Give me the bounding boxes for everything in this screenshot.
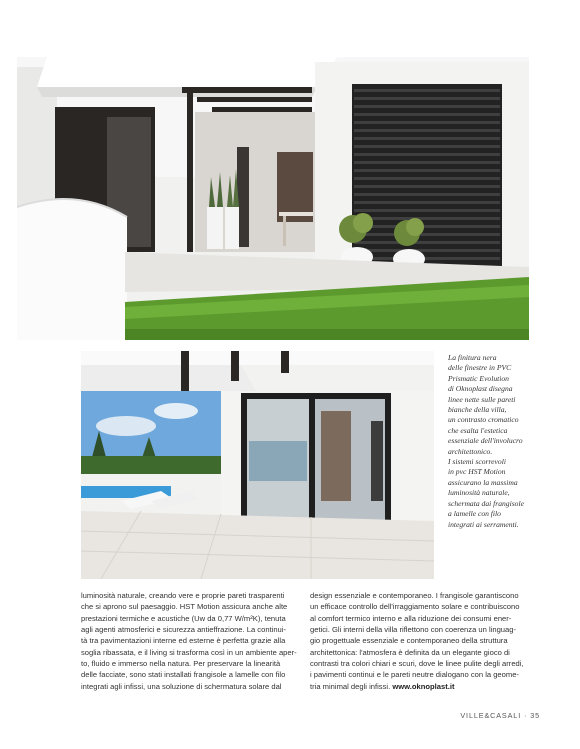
caption-line: a lamelle con filo [448, 509, 501, 519]
caption-line: delle finestre in PVC [448, 363, 512, 373]
body-line: delle facciate, sono stati installati frangisole a lamelle con filo [81, 670, 286, 680]
magazine-name: VILLE&CASALI [460, 711, 522, 720]
caption-line: essenziale dell'involucro [448, 436, 523, 446]
caption-line: in pvc HST Motion [448, 467, 506, 477]
caption-line: I sistemi scorrevoli [448, 457, 506, 467]
caption-line: integrati ai serramenti. [448, 519, 519, 529]
page-footer: VILLE&CASALI · 35 [460, 711, 540, 720]
body-line: gio progettuale essenziale e contemporaneo della struttura [310, 636, 508, 646]
caption-line: La finitura nera [448, 353, 497, 362]
body-line: to, fluido e immerso nella natura. Per preservare la linearità [81, 659, 281, 669]
sliding-door-terrace-photo [81, 351, 434, 579]
body-line: al comfort termico interno e alla riduzione dei consumi ener- [310, 613, 512, 623]
body-column-left [81, 590, 301, 692]
page-number: 35 [530, 711, 540, 720]
body-line: luminosità naturale, creando vere e proprie pareti trasparenti [81, 591, 285, 600]
caption-line: architettonico. [448, 446, 493, 456]
caption-line: bianche della villa, [448, 405, 507, 415]
body-column-right [310, 590, 530, 692]
caption-line: di Oknoplast disegna [448, 384, 513, 394]
villa-exterior-photo [17, 57, 529, 340]
caption-line: Prismatic Evolution [448, 373, 509, 383]
body-text: tria minimal degli infissi. [310, 681, 391, 691]
body-line: architettonica: l'atmosfera è definita da un elegante gioco di [310, 647, 510, 657]
caption-line: linee nette sulle pareti [448, 394, 516, 404]
body-line: design essenziale e contemporaneo. I frangisole garantiscono [310, 591, 519, 600]
body-line: soglia ribassata, e il living si trasforma così in un ambiente aper- [81, 647, 297, 657]
body-line: che si aprono sul paesaggio. HST Motion assicura anche alte [81, 602, 288, 612]
body-line: getici. Gli interni della villa riflettono con coerenza un linguag- [310, 625, 516, 635]
body-line: prestazioni termiche e acustiche (Uw da 0,77 W/m²K), tenuta [81, 613, 286, 623]
caption-line: assicurano la massima [448, 477, 518, 487]
body-line: agli agenti atmosferici e sicurezza antieffrazione. La continui- [81, 625, 287, 635]
body-line [310, 681, 530, 692]
body-line: un efficace controllo dell'irraggiamento solare e contribuiscono [310, 602, 520, 612]
website-link[interactable]: www.oknoplast.it [392, 681, 455, 691]
caption-line: un contrasto cromatico [448, 415, 519, 425]
caption-line: luminosità naturale, [448, 488, 510, 498]
body-line: contrasti tra colori chiari e scuri, dove le linee pulite degli arredi, [310, 659, 524, 669]
body-line: i pavimenti continui e le pareti neutre dialogano con la geome- [310, 670, 519, 680]
photo-caption [448, 353, 544, 530]
caption-line: schermata dai frangisole [448, 498, 524, 508]
caption-line: che esalta l'estetica [448, 425, 508, 435]
body-line: integrati agli infissi, una soluzione di schermatura solare dal [81, 681, 282, 691]
body-line: tà tra pavimentazioni interne ed esterne è perfetta grazie alla [81, 636, 286, 646]
